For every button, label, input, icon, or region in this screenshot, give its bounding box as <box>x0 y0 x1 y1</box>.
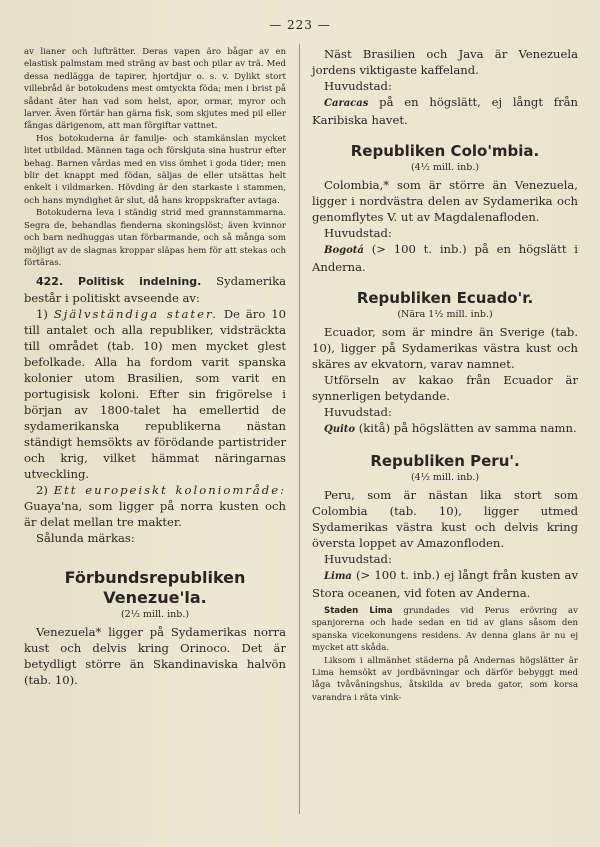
ecuador-population: (Nära 1½ mill. inb.) <box>397 309 493 320</box>
page-number: — 223 — <box>269 18 331 32</box>
paragraph-war: Botokuderna leva i ständig strid med grannstammarna. Segra de, behandlas fienderna skoningslöst; även kvinnor och barn nedhuggas utan förbarmande, och så många som möjligt av de slagnas kroppar släpas hem för att stekas och förtäras. <box>24 208 286 268</box>
venezuela-population: (2½ mill. inb.) <box>120 609 190 621</box>
paragraph-weapons: av lianer och lufträtter. Deras vapen äro bågar av en elastisk palmstam med sträng av bast och pilar av trä. Med dessa nedlägga de tapirer, hjortdjur o. s. v. Dylikt stort villebråd är botokudens mest omtyckta föda; men i brist på sådant äter han vad som helst, apor, ormar, myror och larver. Även förtär han gärna fisk, som skjutes med pil eller fångas därigenom, att man förgiftar vattnet. <box>24 47 286 132</box>
paragraph-family: Hos botokuderna är familje- och stamkänslan mycket litet utbildad. Männen taga och förskjuta sina hustrur efter behag. Barnen vårdas med en viss ömhet i goda tider; men blir det knappt med födan, säljas de eller utsättas helt enkelt i vildmarken. Hövding är den starkaste i stammen, och hans myndighet är slut, då hans kroppskrafter avtaga. <box>24 133 286 206</box>
lima-earthquake-paragraph: Liksom i allmänhet städerna på Andernas högslätter är Lima hemsökt av jordbävningar och därför bebyggt med låga tvåvåningshus, åtskilda av breda gator, som korsa varandra i räta vink- <box>312 655 578 703</box>
lima-paragraph: Staden Lima grundades vid Perus erövring av spanjorerna och hade sedan en tid av glans såsom den spanska vicekonungens residens. Av denna glans är nu ej mycket att skåda. <box>312 606 578 654</box>
ecuador-cocoa-text: Utförseln av kakao från Ecuador är synnerligen betydande. <box>312 373 578 403</box>
colombia-capital-label: Huvudstad: <box>324 226 392 240</box>
colombia-capital: Bogotá (> 100 t. inb.) på en högslätt i Anderna. <box>312 242 578 274</box>
venezuela-capital: Caracas på en högslätt, ej långt från Karibiska havet. <box>312 95 578 127</box>
section-422 <box>24 273 286 306</box>
section-intro: Sydamerika består i politiskt avseende av: <box>24 274 287 306</box>
peru-title: Republiken Peru'. <box>370 452 520 470</box>
venezuela-capital-label: Huvudstad: <box>324 79 392 93</box>
venezuela-title-line1: Förbundsrepubliken <box>64 568 246 588</box>
ecuador-text: Ecuador, som är mindre än Sverige (tab. 10), ligger på Sydamerikas västra kust och skäres av ekvatorn, varav namnet. <box>312 325 578 371</box>
ecuador-title: Republiken Ecuado'r. <box>356 289 534 307</box>
column-divider <box>299 44 300 814</box>
colombia-population: (4½ mill. inb.) <box>410 162 480 173</box>
item-1-label: Självständiga stater. <box>53 307 218 322</box>
colombia-title: Republiken Colo'mbia. <box>350 142 540 160</box>
peru-text: Peru, som är nästan lika stort som Colombia (tab. 10), ligger utmed Sydamerikas västra kust och delvis kring översta loppet av Amazonfloden. <box>312 488 578 550</box>
venezuela-coffee-text: Näst Brasilien och Java är Venezuela jordens viktigaste kaffeland. <box>312 47 578 77</box>
peru-population: (4½ mill. inb.) <box>410 472 480 483</box>
ecuador-capital-label: Huvudstad: <box>324 405 392 419</box>
right-column <box>312 46 578 704</box>
list-item-1: 1) Självständiga stater. De äro 10 till antalet och alla republiker, vidsträckta till området (tab. 10) men mycket glest befolkade. Alla ha fordom varit spanska kolonier utom Brasilien, som varit en portugisisk koloni. Efter sin frigörelse i början av 1800-talet ha emellertid de sydamerikanska republikerna nästan ständigt hemsökts av förödande partistrider och krig, vilket hämmat näringarnas utveckling. <box>24 307 286 482</box>
colombia-text: Colombia,* som är större än Venezuela, ligger i nordvästra delen av Sydamerika och genomflytes V. ut av Magdalenafloden. <box>312 178 578 224</box>
left-column <box>24 46 286 688</box>
section-title: Politisk indelning. <box>78 275 202 289</box>
peru-capital-label: Huvudstad: <box>324 552 392 566</box>
venezuela-text: Venezuela* ligger på Sydamerikas norra kust och delvis kring Orinoco. Det är betydligt större än Skandinaviska halvön (tab. 10). <box>24 625 286 688</box>
list-summary: Sålunda märkas: <box>36 531 135 546</box>
peru-capital: Lima (> 100 t. inb.) ej långt från kusten av Stora oceanen, vid foten av Anderna. <box>312 568 578 600</box>
list-item-2: 2) Ett europeiskt koloniområde: Guaya'na, som ligger på norra kusten och är delat mellan tre makter. <box>24 483 286 530</box>
item-2-label: Ett europeiskt koloniområde: <box>53 483 286 498</box>
section-number: 422. <box>36 275 64 289</box>
ecuador-capital: Quito (kitå) på högslätten av samma namn. <box>324 421 577 435</box>
venezuela-title-line2: Venezue'la. <box>103 588 207 608</box>
